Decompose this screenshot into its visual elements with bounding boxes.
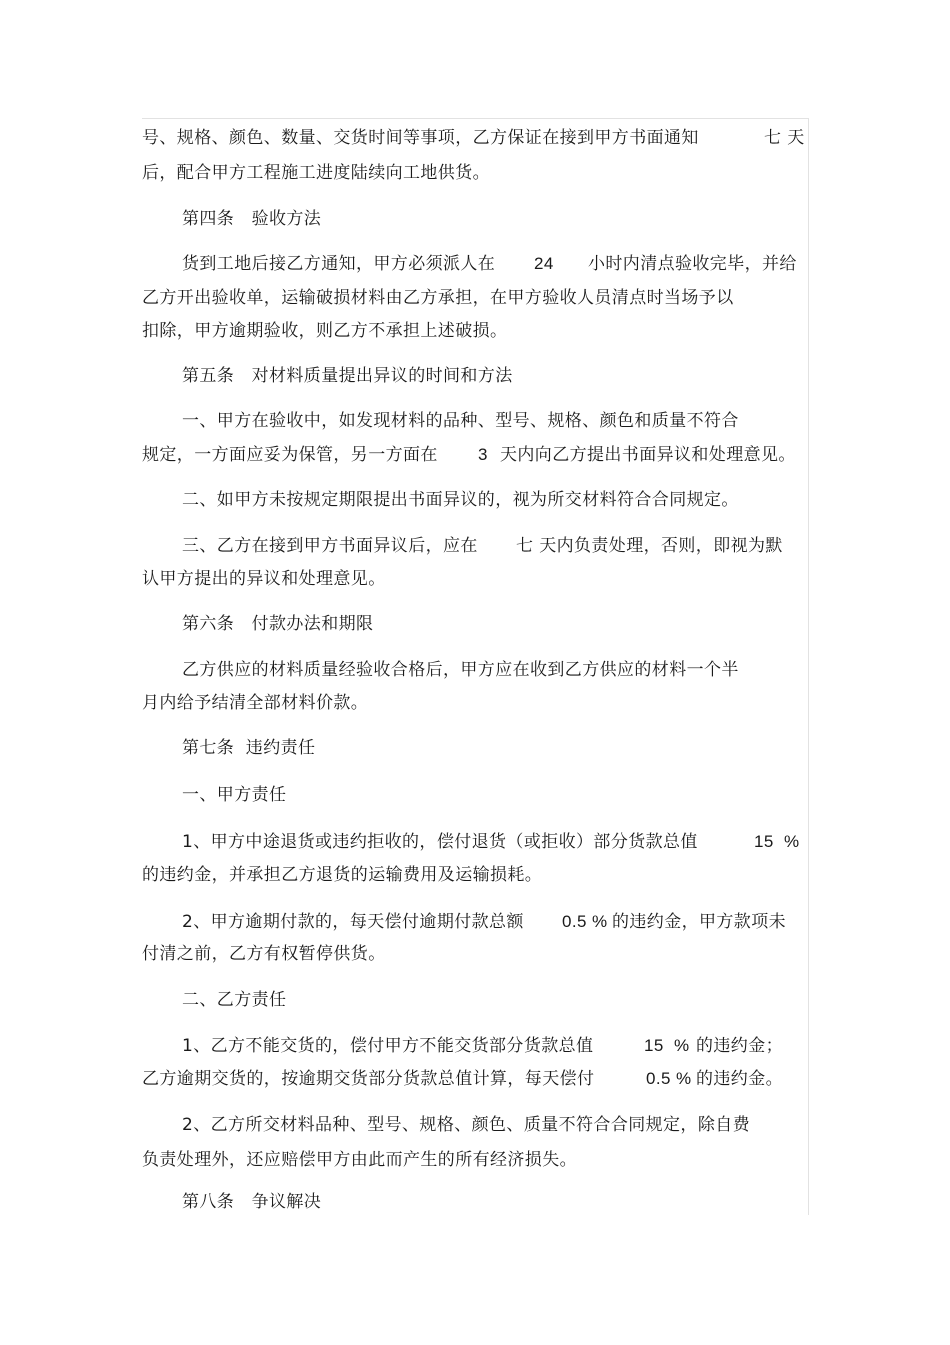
section-heading: 第八条 争议解决 xyxy=(182,1192,322,1212)
text-line: 三、乙方在接到甲方书面异议后，应在 七 天内负责处理，否则，即视为默 xyxy=(182,536,783,556)
text-line: 乙方开出验收单，运输破损材料由乙方承担，在甲方验收人员清点时当场予以 xyxy=(142,288,734,308)
text-line: 2、甲方逾期付款的，每天偿付逾期付款总额 0.5 % 的违约金，甲方款项未 xyxy=(182,912,786,932)
text-line: 认甲方提出的异议和处理意见。 xyxy=(142,569,386,589)
text-line: 1、甲方中途退货或违约拒收的，偿付退货（或拒收）部分货款总值 15 % xyxy=(182,832,800,852)
section-heading: 第五条 对材料质量提出异议的时间和方法 xyxy=(182,366,513,386)
section-heading: 第七条 违约责任 xyxy=(182,738,316,758)
subsection-heading: 二、乙方责任 xyxy=(182,990,287,1010)
text-line: 规定，一方面应妥为保管，另一方面在 3 天内向乙方提出书面异议和处理意见。 xyxy=(142,445,796,465)
text-line: 2、乙方所交材料品种、型号、规格、颜色、质量不符合合同规定，除自费 xyxy=(182,1115,751,1135)
text-line: 乙方供应的材料质量经验收合格后，甲方应在收到乙方供应的材料一个半 xyxy=(182,660,739,680)
text-line: 扣除，甲方逾期验收，则乙方不承担上述破损。 xyxy=(142,321,508,341)
text-line: 乙方逾期交货的，按逾期交货部分货款总值计算，每天偿付 0.5 % 的违约金。 xyxy=(142,1069,783,1089)
subsection-heading: 一、甲方责任 xyxy=(182,785,287,805)
text-line: 号、规格、颜色、数量、交货时间等事项，乙方保证在接到甲方书面通知 七 天 xyxy=(142,128,805,148)
text-line: 付清之前，乙方有权暂停供货。 xyxy=(142,944,386,964)
text-line: 月内给予结清全部材料价款。 xyxy=(142,693,369,713)
text-line: 1、乙方不能交货的，偿付甲方不能交货部分货款总值 15 % 的违约金； xyxy=(182,1036,783,1056)
text-line: 后，配合甲方工程施工进度陆续向工地供货。 xyxy=(142,163,490,183)
section-heading: 第四条 验收方法 xyxy=(182,209,322,229)
text-line: 负责处理外，还应赔偿甲方由此而产生的所有经济损失。 xyxy=(142,1150,577,1170)
text-line: 的违约金，并承担乙方退货的运输费用及运输损耗。 xyxy=(142,865,543,885)
text-line: 货到工地后接乙方通知，甲方必须派人在 24 小时内清点验收完毕，并给 xyxy=(182,254,797,274)
text-line: 一、甲方在验收中，如发现材料的品种、型号、规格、颜色和质量不符合 xyxy=(182,411,739,431)
section-heading: 第六条 付款办法和期限 xyxy=(182,614,374,634)
text-line: 二、如甲方未按规定期限提出书面异议的，视为所交材料符合合同规定。 xyxy=(182,490,739,510)
